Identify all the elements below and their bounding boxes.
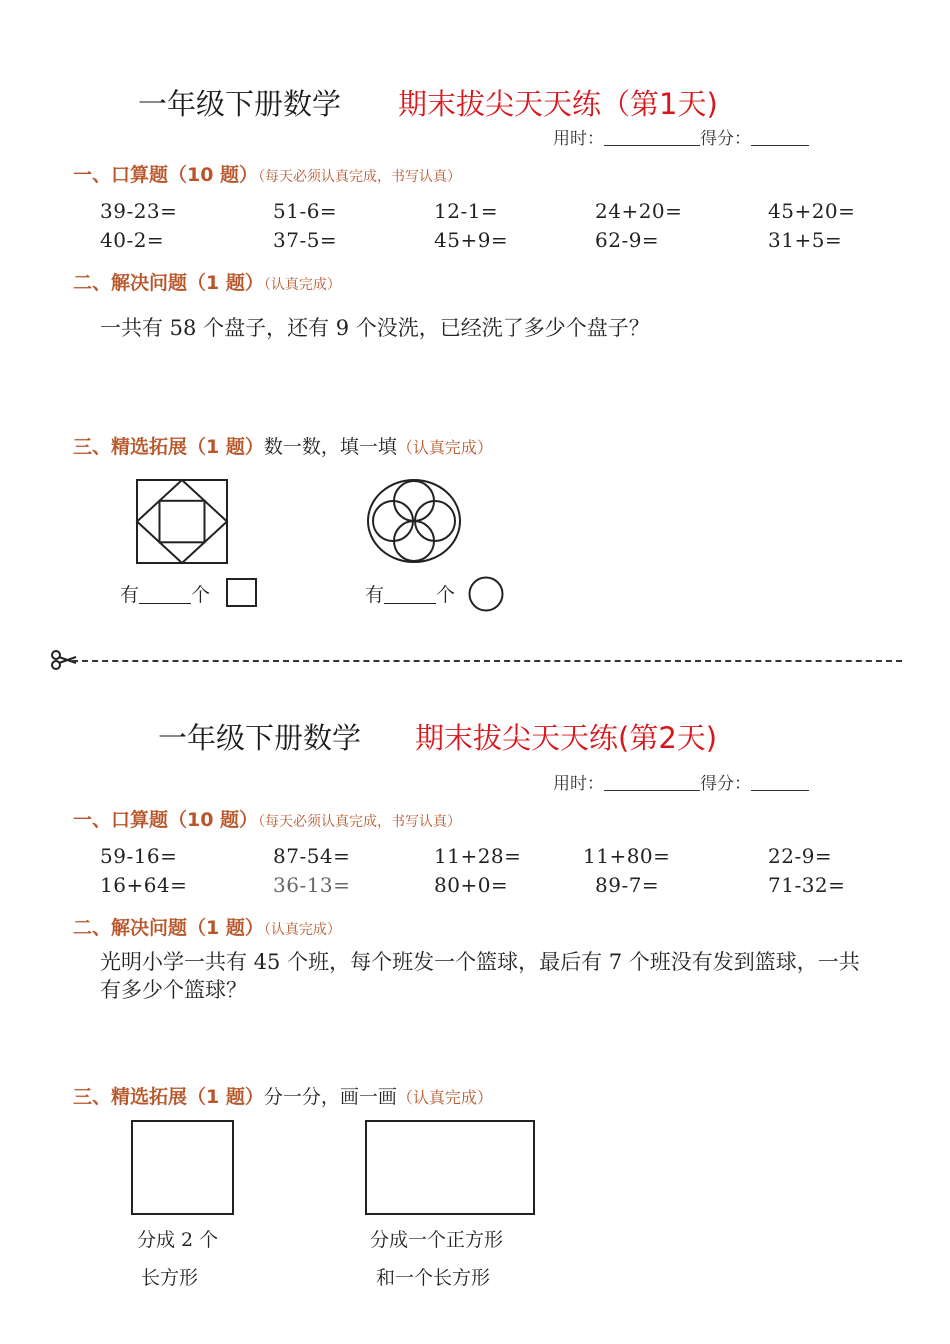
day2-eq-1: 59-16= xyxy=(100,844,178,868)
day1-eq-1: 39-23= xyxy=(100,199,178,223)
day2-section3-task: 分一分，画一画 xyxy=(263,1086,397,1108)
day1-eq-8: 45+9= xyxy=(434,228,509,252)
day1-eq-6: 40-2= xyxy=(100,228,165,252)
day2-rectangle-box[interactable] xyxy=(365,1120,536,1216)
day2-time-blank[interactable] xyxy=(604,774,700,791)
day2-eq-2: 87-54= xyxy=(273,844,351,868)
day2-section3 xyxy=(73,1082,493,1109)
day2-eq-6: 16+64= xyxy=(100,873,188,897)
day1-count-a1: 有 xyxy=(120,584,140,606)
day2-fig2-line2: 和一个长方形 xyxy=(376,1267,491,1289)
day1-eq-4: 24+20= xyxy=(595,199,683,223)
day2-section3-note: （认真完成） xyxy=(396,1088,493,1107)
day1-eq-9: 62-9= xyxy=(595,228,660,252)
day1-section3 xyxy=(73,432,493,459)
day1-count-b2: 个 xyxy=(436,584,456,606)
day1-count-circles xyxy=(365,580,455,607)
square-icon xyxy=(226,578,258,608)
day2-eq-3: 11+28= xyxy=(434,844,522,868)
day2-title-red: 期末拔尖天天练(第2天) xyxy=(415,721,718,755)
day1-section2 xyxy=(73,268,341,295)
day1-section3-note: （认真完成） xyxy=(396,438,493,457)
day2-title-black: 一年级下册数学 xyxy=(158,721,362,755)
day1-eq-2: 51-6= xyxy=(273,199,338,223)
day1-time-blank[interactable] xyxy=(604,129,700,146)
day1-title-red: 期末拔尖天天练（第1天) xyxy=(398,87,718,121)
day2-meta xyxy=(553,769,809,794)
day1-section1-heading: 一、口算题（10 题） xyxy=(73,164,259,186)
day1-section1-note: （每天必须认真完成，书写认真） xyxy=(258,169,462,185)
day1-problem: 一共有 58 个盘子，还有 9 个没洗，已经洗了多少个盘子？ xyxy=(100,316,650,340)
day2-eq-5: 22-9= xyxy=(768,844,833,868)
day2-section1-heading: 一、口算题（10 题） xyxy=(73,809,259,831)
day1-square-figure xyxy=(136,479,229,564)
day1-count-b1: 个 xyxy=(191,584,211,606)
day2-score-blank[interactable] xyxy=(751,774,809,791)
day2-section2-heading: 二、解决问题（1 题） xyxy=(73,917,264,939)
day1-section2-heading: 二、解决问题（1 题） xyxy=(73,272,264,294)
day2-eq-9: 89-7= xyxy=(595,873,660,897)
day1-section3-heading: 三、精选拓展（1 题） xyxy=(73,436,264,458)
day1-count-a2: 有 xyxy=(365,584,385,606)
day1-meta xyxy=(553,124,809,149)
day2-eq-10: 71-32= xyxy=(768,873,846,897)
day2-time-label: 用时： xyxy=(553,774,604,794)
day1-circle-blank[interactable] xyxy=(384,585,436,604)
day2-fig2-line1: 分成一个正方形 xyxy=(370,1229,504,1251)
day2-fig1-line2: 长方形 xyxy=(141,1267,199,1289)
day2-section1-note: （每天必须认真完成，书写认真） xyxy=(258,814,462,830)
day1-circle-figure xyxy=(366,478,462,564)
day2-section2-note: （认真完成） xyxy=(263,922,341,938)
day2-fig1-line1: 分成 2 个 xyxy=(137,1229,219,1251)
day2-section3-heading: 三、精选拓展（1 题） xyxy=(73,1086,264,1108)
day1-time-label: 用时： xyxy=(553,129,604,149)
day1-count-squares xyxy=(120,580,210,607)
day2-square-box[interactable] xyxy=(131,1120,235,1216)
day2-eq-8: 80+0= xyxy=(434,873,509,897)
day2-section2 xyxy=(73,913,341,940)
day2-problem: 光明小学一共有 45 个班，每个班发一个篮球，最后有 7 个班没有发到篮球，一共有多少个篮球？ xyxy=(100,950,860,1002)
day1-eq-7: 37-5= xyxy=(273,228,338,252)
cut-line xyxy=(72,660,902,662)
day1-score-label: 得分： xyxy=(700,129,751,149)
day2-section1 xyxy=(73,805,461,832)
day2-score-label: 得分： xyxy=(700,774,751,794)
day1-eq-3: 12-1= xyxy=(434,199,499,223)
day2-eq-7: 36-13= xyxy=(273,873,351,897)
day1-score-blank[interactable] xyxy=(751,129,809,146)
day2-eq-4: 11+80= xyxy=(583,844,671,868)
day1-eq-5: 45+20= xyxy=(768,199,856,223)
day1-section2-note: （认真完成） xyxy=(263,277,341,293)
day1-square-blank[interactable] xyxy=(139,585,191,604)
day1-eq-10: 31+5= xyxy=(768,228,843,252)
day1-section1 xyxy=(73,160,461,187)
day1-section3-task: 数一数，填一填 xyxy=(263,436,397,458)
day1-title-black: 一年级下册数学 xyxy=(138,87,342,121)
circle-icon xyxy=(468,576,506,612)
